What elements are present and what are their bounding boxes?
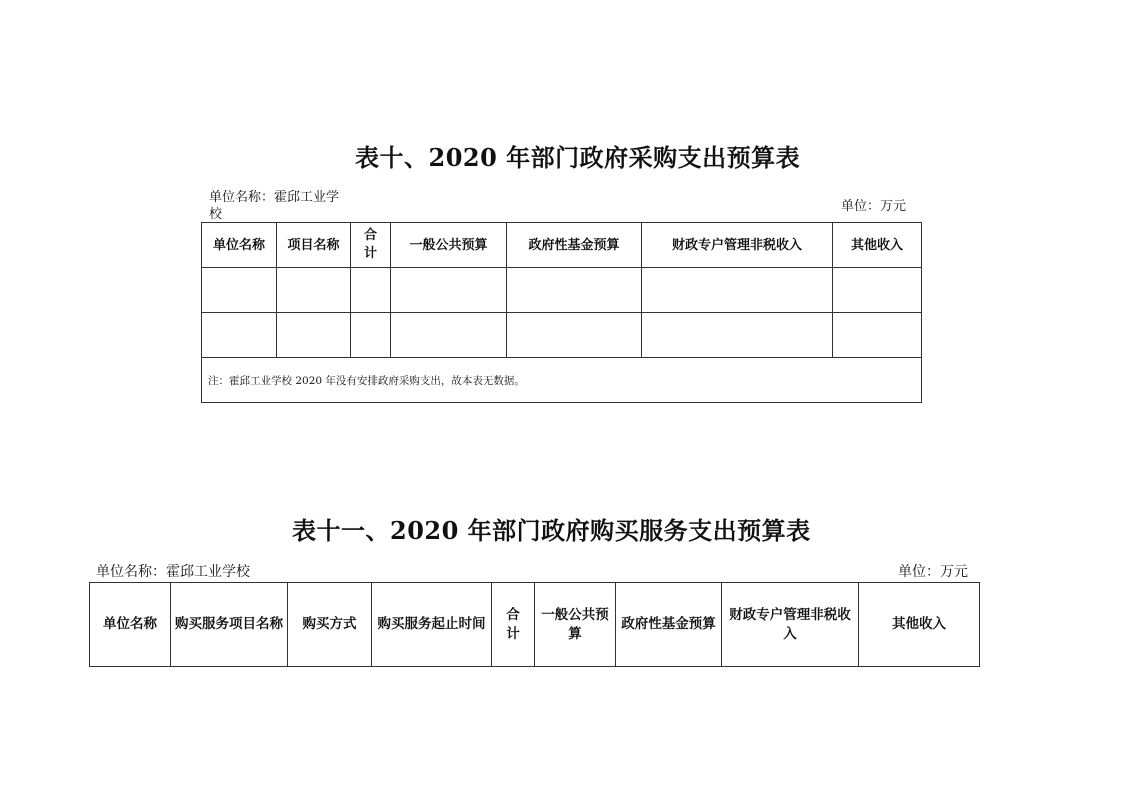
table10-header-cell: 其他收入 [833,223,922,268]
table10-cell [391,313,507,358]
table10-cell [833,313,922,358]
table10-cell [642,268,833,313]
table10-unit-name: 单位名称：霍邱工业学校 [209,190,340,222]
table11-header-cell [492,583,535,667]
table10-title: 表十、2020 年部门政府采购支出预算表 [355,143,801,172]
table10-cell [277,268,351,313]
table10-cell [642,313,833,358]
table10-note-row [202,358,922,403]
table-row [202,313,922,358]
table11-service-purchase-budget [89,582,980,667]
table11-unit-name: 单位名称：霍邱工业学校 [96,564,250,580]
table10-header-cell: 单位名称 [202,223,277,268]
table11-header-row [90,583,980,667]
table10-cell [202,313,277,358]
table-row [202,268,922,313]
table10-procurement-budget [201,222,922,403]
table10-cell [391,268,507,313]
table11-header-cell: 购买服务起止时间 [372,583,492,667]
table10-header-cell [351,223,391,268]
table10-cell [351,268,391,313]
table11-header-cell: 购买方式 [288,583,372,667]
table10-header-cell: 一般公共预算 [391,223,507,268]
table10-header-cell: 财政专户管理非税收入 [642,223,833,268]
table10-cell [202,268,277,313]
table10-unit: 单位：万元 [841,199,907,214]
table11-header-total: 合计 [506,606,520,642]
table11-title: 表十一、2020 年部门政府购买服务支出预算表 [292,516,811,545]
table10-cell [507,268,642,313]
table10-header-cell: 项目名称 [277,223,351,268]
table10-note: 注：霍邱工业学校 2020 年没有安排政府采购支出，故本表无数据。 [202,358,922,403]
table10-cell [351,313,391,358]
table11-header-cell: 购买服务项目名称 [171,583,288,667]
table11-header-cell: 单位名称 [90,583,171,667]
table10-header-total: 合计 [363,228,377,261]
table10-header-row [202,223,922,268]
table11-header-cell: 财政专户管理非税收入 [722,583,859,667]
table10-cell [507,313,642,358]
table10-header-cell: 政府性基金预算 [507,223,642,268]
table11-header-cell: 其他收入 [859,583,980,667]
table10-cell [277,313,351,358]
table11-header-cell: 一般公共预算 [535,583,616,667]
table11-header-cell: 政府性基金预算 [616,583,722,667]
table11-unit: 单位：万元 [898,564,968,580]
table10-cell [833,268,922,313]
